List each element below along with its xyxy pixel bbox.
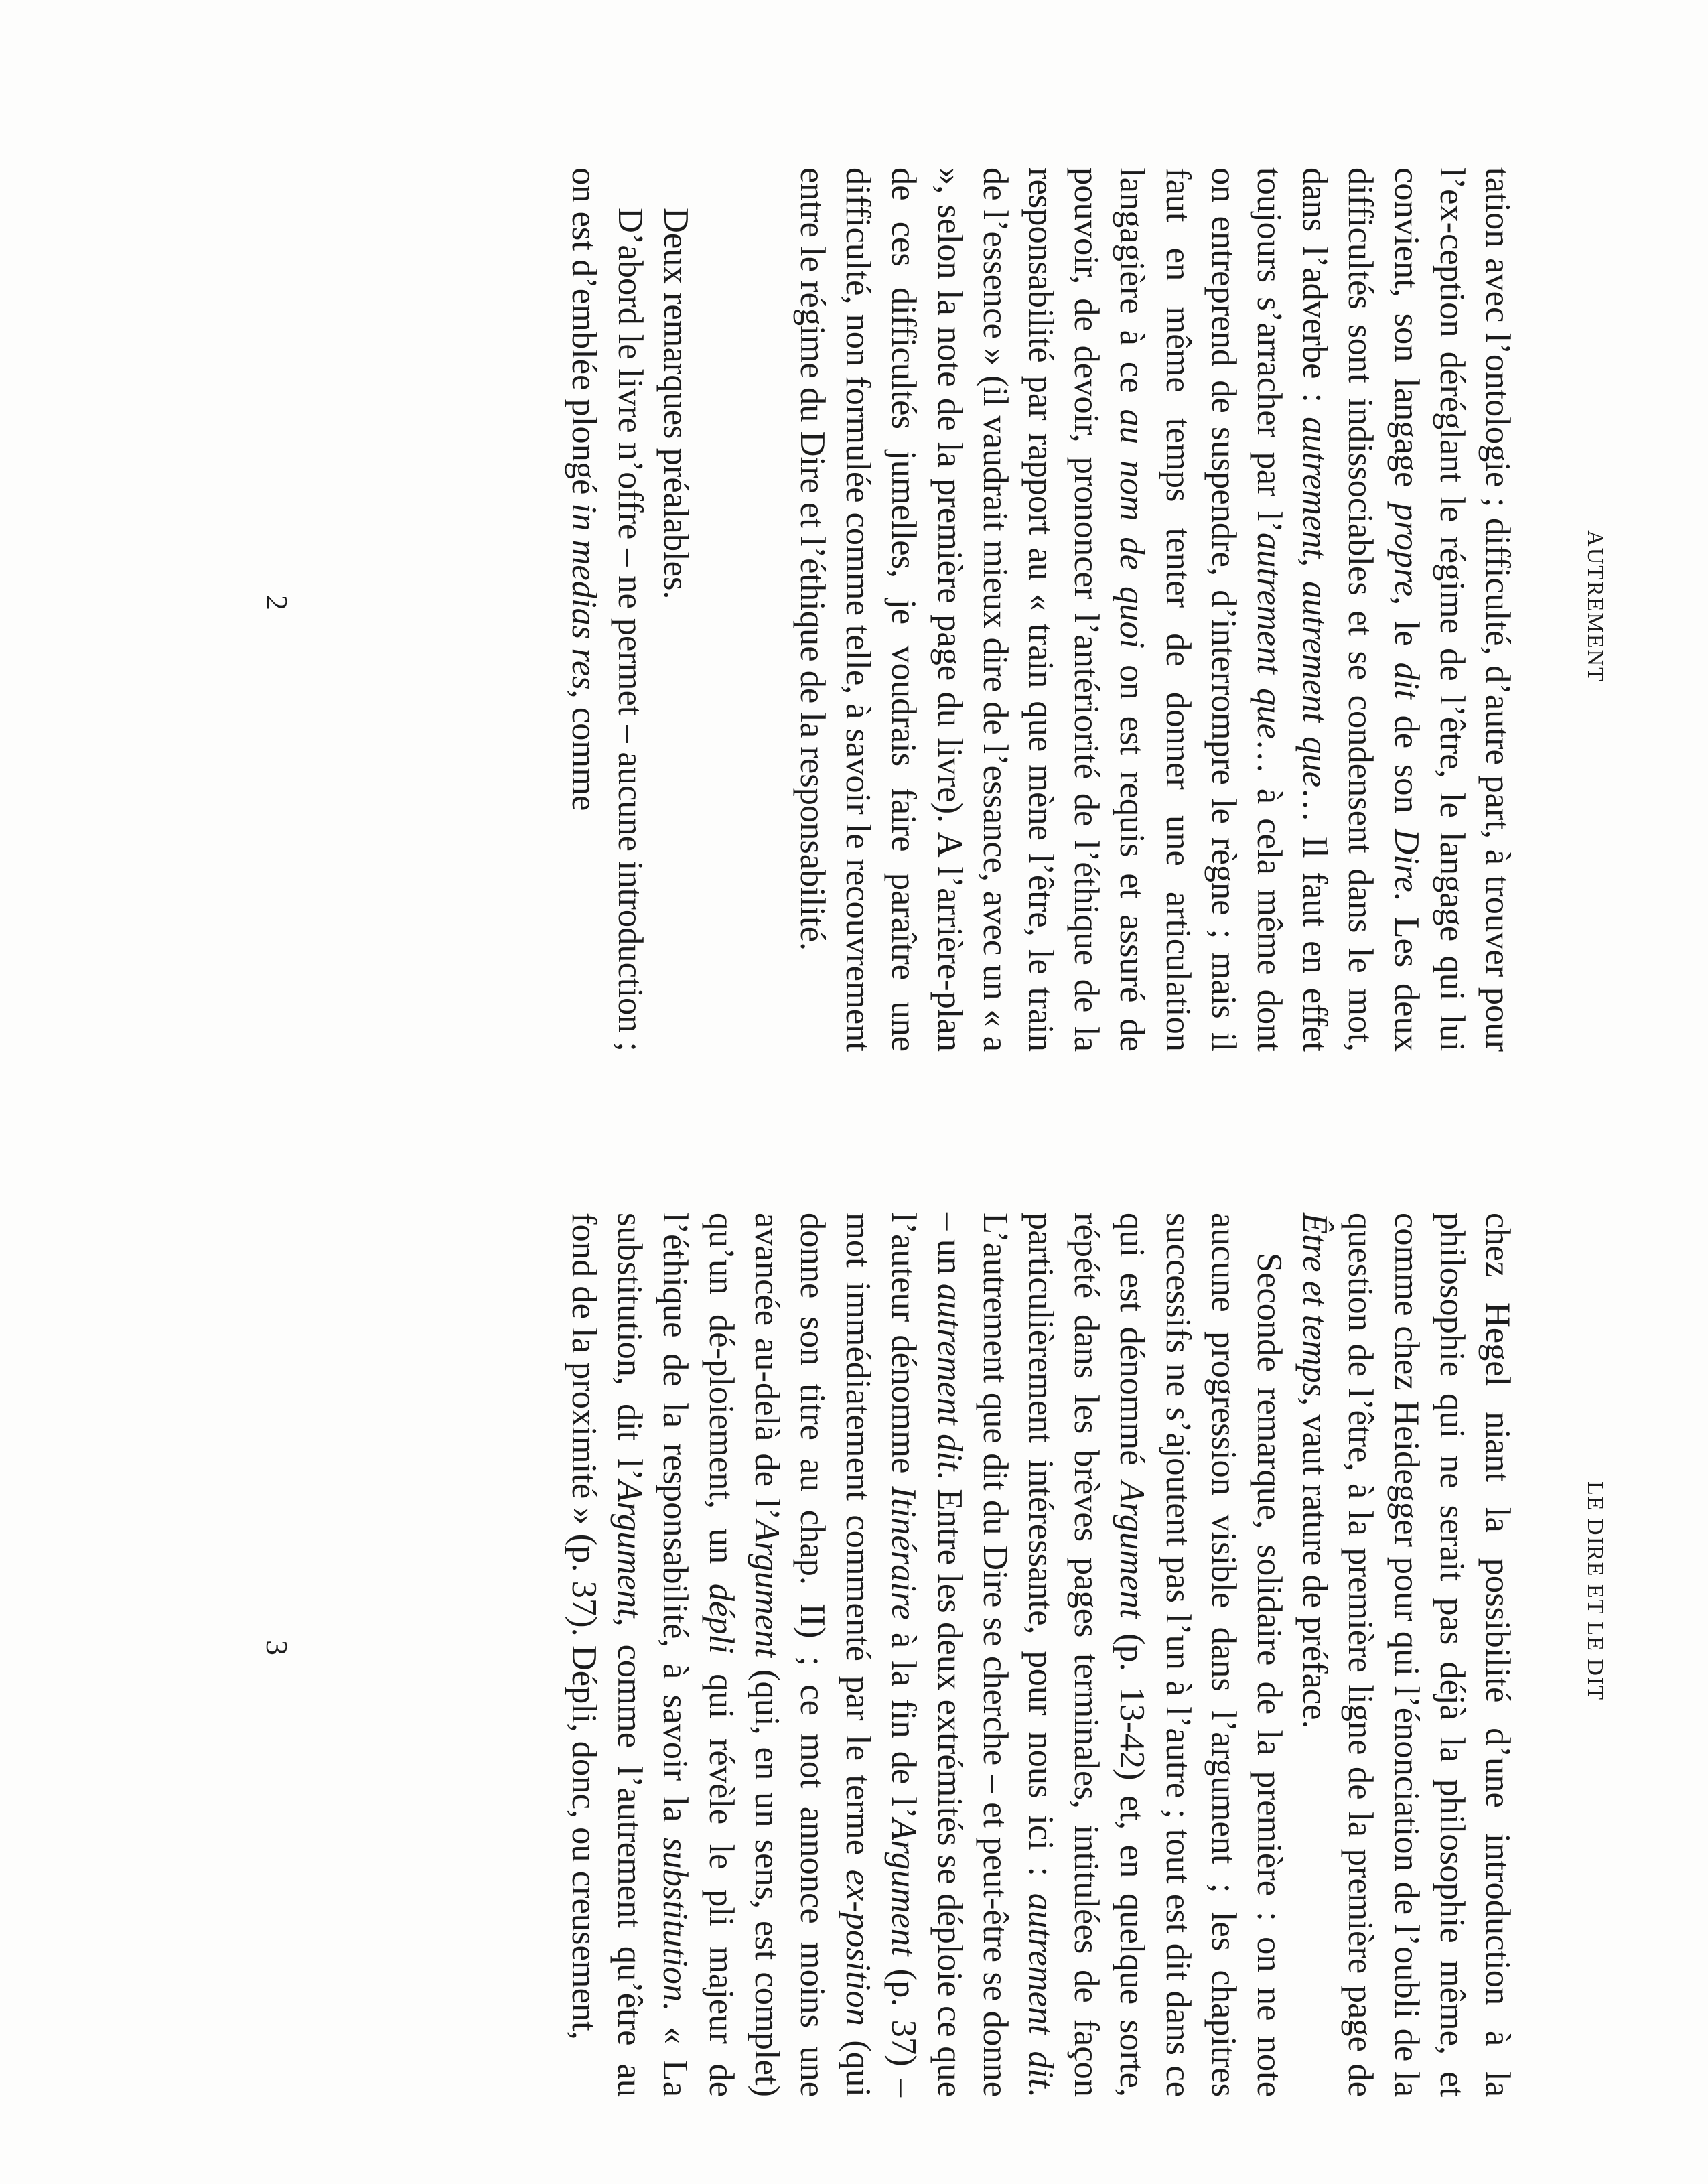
text-run: . Entre les deux extrémités se déploie ce que l’auteur dénomme [884, 1213, 969, 2097]
italic-run: propre [1386, 503, 1426, 597]
text-run: qui révèle le pli majeur de l’éthique de la responsabilité, à savoir la [656, 1213, 741, 2098]
text-run: . « La substitution, dit l’ [610, 1213, 695, 2098]
text-run: (p. 13-42) et, en quelque sorte, répété dans les brèves pages terminales, intitulées de façon particulièrement intéressante, pour nous ici : [1021, 1213, 1152, 2097]
left-page-text [561, 167, 1520, 1052]
page-number-right: 3 [260, 1640, 294, 1655]
paragraph: Deux remarques préalables. [656, 208, 695, 600]
italic-run: autrement, autrement que [1295, 417, 1335, 787]
text-run: . Les deux difficultés sont indissociables et se condensent dans le mot, dans l’adverbe : [1295, 167, 1426, 1052]
italic-run: Dire [1386, 829, 1426, 892]
paragraph [790, 167, 1520, 1052]
paragraph [561, 167, 652, 1052]
text-run: , comme l’autrement qu’être au fond de la proximité » (p. 37). Dépli, donc, ou creusement, [564, 1213, 650, 2097]
text-run: on est requis et assuré de pouvoir, de devoir, prononcer l’antériorité de l’éthique de la responsabilité par rapport au « train que mène l’être, le train de l’essence » (il vaudrait mieux dire de l’essance, avec un « a », selon la note de la première page du livre). A l’arrière-plan de ces difficultés jumelles, je voudrais faire paraître une difficulté, non formulée comme telle, à savoir le recouvrement entre le régime du Dire et l’éthique de la responsabilité. [792, 167, 1152, 1052]
italic-run: autrement dit [1021, 1893, 1060, 2088]
text-run: à la fin de l’ [884, 1619, 924, 1819]
right-page [0, 1092, 1708, 2184]
text-run: (qui donne son titre au chap. II) ; ce mot annonce moins une avancée au-delà de l’ [747, 1213, 878, 2097]
text-run: , le [1386, 596, 1426, 663]
italic-run: Argument [1113, 1481, 1152, 1619]
italic-run: Être et temps [1295, 1213, 1335, 1397]
italic-run: in medias res [565, 503, 604, 690]
text-run: D’abord le livre n’offre – ne permet – aucune introduction ; on est d’emblée plongé [565, 167, 650, 1052]
italic-run: autrement que [1249, 532, 1289, 739]
italic-run: substitution [656, 1838, 695, 2002]
running-head-right: LE DIRE ET LE DIT [1583, 1481, 1608, 1701]
italic-run: Argument [884, 1818, 924, 1956]
italic-run: dit [1386, 662, 1426, 699]
text-run: , vaut rature de préface. [1295, 1397, 1335, 1729]
text-run: (p. 37) – mot immédiatement commenté par le terme [839, 1213, 924, 2097]
text-run: … Il faut en effet toujours s’arracher par l’ [1249, 167, 1335, 1052]
italic-run: au nom de quoi [1113, 409, 1152, 649]
italic-run: Argument [610, 1480, 650, 1618]
text-run: . L’autrement que dit du Dire se cherche – et peut-être se donne – un [930, 1213, 1060, 2097]
page-number-left: 2 [260, 595, 294, 610]
text-run: , comme [565, 689, 604, 811]
italic-run: autrement dit [930, 1283, 969, 1471]
text-run: de son [1386, 699, 1426, 829]
text-run: Seconde remarque, solidaire de la première : on ne note aucune progression visible dans l’argument ; les chapitres successifs ne s’ajoutent pas l’un à l’autre ; tout est dit dans ce qui est dénommé [1113, 1213, 1289, 2097]
text-run: (qui, en un sens, est complet) qu’un dé-ploiement, un [701, 1213, 786, 2097]
italic-run: Argument [747, 1519, 786, 1658]
text-run: chez Hegel niant la possibilité d’une introduction à la philosophie qui ne serait pas déjà la philosophie même, et comme chez Heidegger pour qui l’énonciation de l’oubli de la question de l’être, à la première ligne de la première page de [1341, 1213, 1517, 2097]
italic-run: dépli [701, 1583, 741, 1654]
italic-run: ex-position [839, 1869, 878, 2026]
right-page-text [561, 1213, 1520, 2097]
paragraph [1292, 1213, 1520, 2097]
text-run: … à cela même dont on entreprend de suspendre, d’interrompre le règne ; mais il faut en même temps tenter de donner une articulation langagière à ce [1113, 167, 1289, 1052]
paragraph [561, 1213, 1292, 2097]
italic-run: Itinéraire [884, 1486, 924, 1620]
text-run: tation avec l’ontologie ; difficulté, d’autre part, à trouver pour l’ex-ception déréglant le régime de l’être, le langage qui lui convient, son langage [1386, 167, 1517, 1052]
running-head-left: AUTREMENT [1583, 530, 1608, 683]
